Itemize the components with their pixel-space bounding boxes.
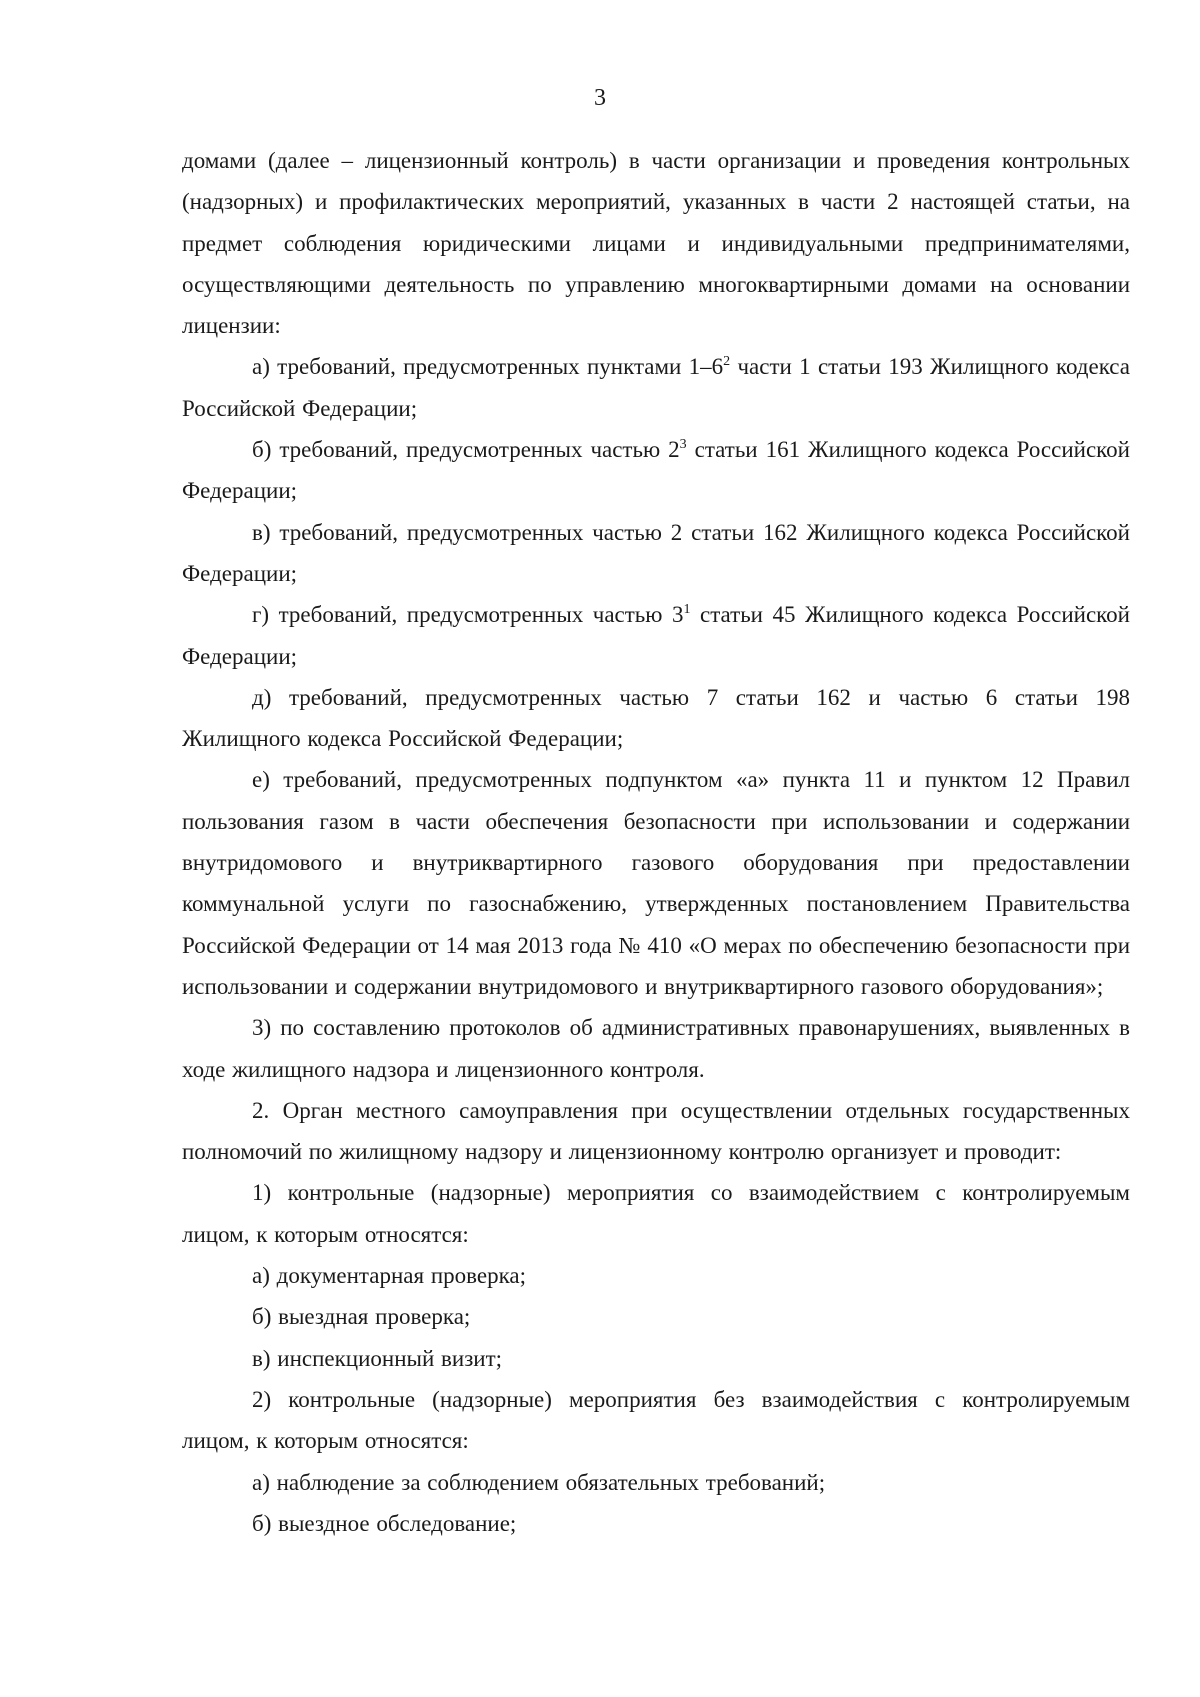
paragraph-item-b xyxy=(182,429,1130,512)
paragraph-item-g xyxy=(182,594,1130,677)
paragraph-item-v: в) требований, предусмотренных частью 2 статьи 162 Жилищного кодекса Российской Федерации; xyxy=(182,519,1130,586)
paragraph-sub-1-a: а) документарная проверка; xyxy=(252,1263,526,1289)
paragraph-sub-1: 1) контрольные (надзорные) мероприятия со взаимодействием с контролируемым лицом, к которым относятся: xyxy=(182,1180,1130,1247)
item-a-text: а) требований, предусмотренных пунктами 1–6 xyxy=(252,354,724,380)
item-g-text-end: статьи 45 Жилищного кодекса Российской Федерации; xyxy=(182,602,1130,669)
paragraph-item-3: 3) по составлению протоколов об административных правонарушениях, выявленных в ходе жилищного надзора и лицензионного контроля. xyxy=(182,1015,1130,1082)
paragraph-sub-1-b: б) выездная проверка; xyxy=(252,1304,471,1330)
paragraph-sub-2-a: а) наблюдение за соблюдением обязательных требований; xyxy=(252,1469,826,1495)
item-b-superscript: 3 xyxy=(679,437,687,453)
item-b-text-end: статьи 161 Жилищного кодекса Российской Федерации; xyxy=(182,437,1130,504)
paragraph-item-a xyxy=(182,346,1130,429)
paragraph-item-d: д) требований, предусмотренных частью 7 статьи 162 и частью 6 статьи 198 Жилищного кодекса Российской Федерации; xyxy=(182,684,1130,752)
paragraph-sub-2: 2) контрольные (надзорные) мероприятия без взаимодействия с контролируемым лицом, к которым относятся: xyxy=(182,1386,1130,1454)
item-a-text-end: части 1 статьи 193 Жилищного кодекса Российской Федерации; xyxy=(182,354,1131,421)
item-g-text: г) требований, предусмотренных частью 3 xyxy=(252,602,684,628)
document-body xyxy=(182,140,1130,1544)
paragraph-section-2: 2. Орган местного самоуправления при осуществлении отдельных государственных полномочий по жилищному надзору и лицензионному контролю организует и проводит: xyxy=(182,1097,1130,1165)
page-number: 3 xyxy=(594,85,606,111)
paragraph-sub-1-v: в) инспекционный визит; xyxy=(252,1345,503,1371)
paragraph-item-e: е) требований, предусмотренных подпунктом «а» пункта 11 и пунктом 12 Правил пользования газом в части обеспечения безопасности при использовании и содержании внутридомового и внутриквартирного газового оборудования при предоставлении коммунальной услуги по газоснабжению, утвержденных постановлением Правительства Российской Федерации от 14 мая 2013 года № 410 «О мерах по обеспечению безопасности при использовании и содержании внутридомового и внутриквартирного газового оборудования»; xyxy=(182,767,1130,999)
paragraph-sub-2-b: б) выездное обследование; xyxy=(252,1510,517,1536)
item-b-text: б) требований, предусмотренных частью 2 xyxy=(252,437,680,463)
paragraph-intro: домами (далее – лицензионный контроль) в части организации и проведения контрольных (надзорных) и профилактических мероприятий, указанных в части 2 настоящей статьи, на предмет соблюдения юридическими лицами и индивидуальными предпринимателями, осуществляющими деятельность по управлению многоквартирными домами на основании лицензии: xyxy=(182,148,1130,339)
item-g-superscript: 1 xyxy=(683,602,691,618)
item-a-superscript: 2 xyxy=(723,354,731,370)
